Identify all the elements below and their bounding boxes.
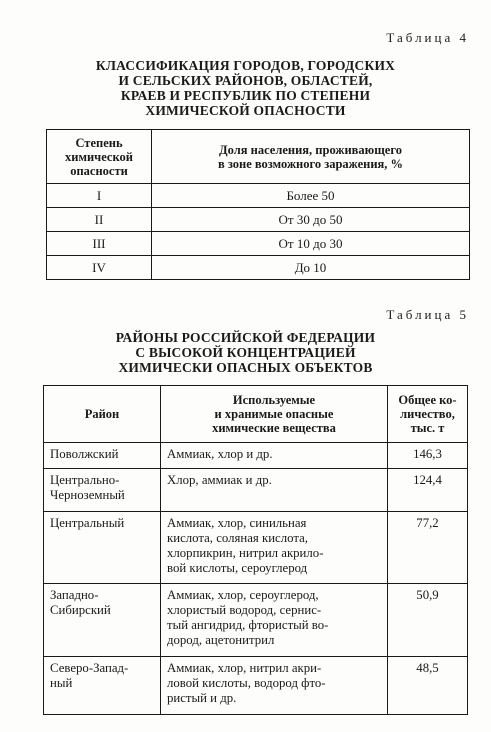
chemical-hazard-classification-table (46, 129, 470, 280)
table5-header-row (44, 386, 468, 443)
share-cell: Более 50 (152, 184, 470, 208)
amount-cell: 48,5 (388, 657, 468, 715)
hazardous-regions-table (43, 385, 468, 715)
table-row (44, 443, 468, 469)
region-cell: Северо-Запад- ный (44, 657, 161, 715)
table-row (47, 184, 470, 208)
share-cell: От 10 до 30 (152, 232, 470, 256)
region-column-header: Район (44, 386, 161, 443)
substances-column-header: Используемые и хранимые опасные химические вещества (161, 386, 388, 443)
region-cell: Поволжский (44, 443, 161, 469)
amount-cell: 50,9 (388, 584, 468, 657)
degree-cell: IV (47, 256, 152, 280)
degree-column-header: Степень химической опасности (47, 130, 152, 184)
table-row (44, 512, 468, 584)
table4-caption: Таблица 4 (386, 30, 469, 45)
table5-title (0, 330, 491, 375)
amount-cell: 77,2 (388, 512, 468, 584)
table-row (44, 584, 468, 657)
share-cell: От 30 до 50 (152, 208, 470, 232)
table-row (44, 469, 468, 512)
amount-column-header: Общее ко- личество, тыс. т (388, 386, 468, 443)
substances-cell: Хлор, аммиак и др. (161, 469, 388, 512)
population-share-column-header: Доля населения, проживающего в зоне возможного заражения, % (152, 130, 470, 184)
region-cell: Западно- Сибирский (44, 584, 161, 657)
table4-header-row (47, 130, 470, 184)
amount-cell: 124,4 (388, 469, 468, 512)
amount-cell: 146,3 (388, 443, 468, 469)
degree-cell: I (47, 184, 152, 208)
substances-cell: Аммиак, хлор, сероуглерод, хлористый водород, сернис- тый ангидрид, фтористый во- дород, ацетонитрил (161, 584, 388, 657)
table-row (47, 232, 470, 256)
table-row (47, 256, 470, 280)
region-cell: Центральный (44, 512, 161, 584)
table4-title-line: ХИМИЧЕСКОЙ ОПАСНОСТИ (145, 103, 346, 118)
substances-cell: Аммиак, хлор, нитрил акри- ловой кислоты, водород фто- ристый и др. (161, 657, 388, 715)
table5-title-line: РАЙОНЫ РОССИЙСКОЙ ФЕДЕРАЦИИ (115, 330, 376, 345)
table-row (47, 208, 470, 232)
share-cell: До 10 (152, 256, 470, 280)
degree-cell: II (47, 208, 152, 232)
table4-title-line: КРАЕВ И РЕСПУБЛИК ПО СТЕПЕНИ (120, 88, 371, 103)
table5-title-line: С ВЫСОКОЙ КОНЦЕНТРАЦИЕЙ (135, 345, 356, 360)
table-row (44, 657, 468, 715)
substances-cell: Аммиак, хлор и др. (161, 443, 388, 469)
region-cell: Центрально- Черноземный (44, 469, 161, 512)
table4-title-line: КЛАССИФИКАЦИЯ ГОРОДОВ, ГОРОДСКИХ (95, 58, 396, 73)
table5-title-line: ХИМИЧЕСКИ ОПАСНЫХ ОБЪЕКТОВ (118, 360, 373, 375)
substances-cell: Аммиак, хлор, синильная кислота, соляная кислота, хлорпикрин, нитрил акрило- вой кислоты, сероуглерод (161, 512, 388, 584)
table4-title (0, 58, 491, 118)
degree-cell: III (47, 232, 152, 256)
table5-caption: Таблица 5 (386, 307, 469, 322)
table4-title-line: И СЕЛЬСКИХ РАЙОНОВ, ОБЛАСТЕЙ, (118, 73, 373, 88)
